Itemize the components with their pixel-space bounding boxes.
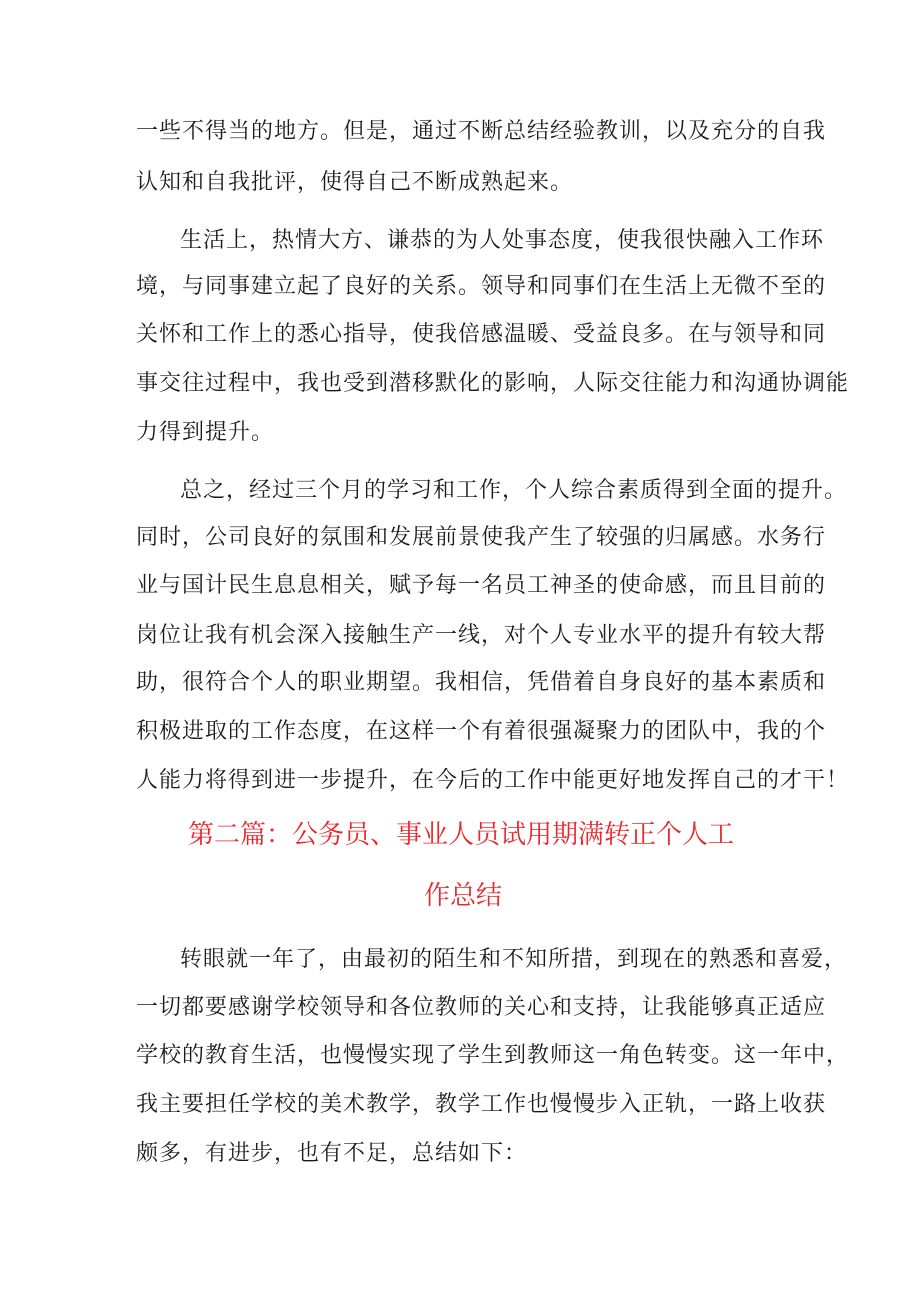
text-line: 岗位让我有机会深入接触生产一线，对个人专业水平的提升有较大帮 (136, 623, 827, 648)
section-title-line: 第二篇：公务员、事业人员试用期满转正个人工 (188, 820, 735, 850)
section-title-line: 作总结 (424, 881, 503, 911)
text-line: 转眼就一年了，由最初的陌生和不知所措，到现在的熟悉和喜爱， (180, 947, 848, 972)
text-line: 总之，经过三个月的学习和工作，个人综合素质得到全面的提升。 (180, 478, 848, 503)
text-line: 生活上，热情大方、谦恭的为人处事态度，使我很快融入工作环 (180, 228, 825, 253)
text-line: 境，与同事建立起了良好的关系。领导和同事们在生活上无微不至的 (136, 274, 827, 299)
text-line: 积极进取的工作态度，在这样一个有着很强凝聚力的团队中，我的个 (136, 719, 827, 744)
text-line: 认知和自我批评，使得自己不断成熟起来。 (136, 170, 574, 195)
text-line: 一些不得当的地方。但是，通过不断总结经验教训，以及充分的自我 (136, 119, 827, 144)
text-line: 事交往过程中，我也受到潜移默化的影响，人际交往能力和沟通协调能 (136, 371, 850, 396)
text-line: 学校的教育生活，也慢慢实现了学生到教师这一角色转变。这一年中， (136, 1043, 850, 1068)
text-line: 颇多，有进步，也有不足，总结如下： (136, 1141, 528, 1166)
text-line: 力得到提升。 (136, 420, 275, 445)
text-line: 我主要担任学校的美术教学，教学工作也慢慢步入正轨，一路上收获 (136, 1092, 827, 1117)
text-line: 同时，公司良好的氛围和发展前景使我产生了较强的归属感。水务行 (136, 525, 827, 550)
text-line: 关怀和工作上的悉心指导，使我倍感温暖、受益良多。在与领导和同 (136, 322, 827, 347)
text-line: 助，很符合个人的职业期望。我相信，凭借着自身良好的基本素质和 (136, 670, 827, 695)
text-line: 业与国计民生息息相关，赋予每一名员工神圣的使命感，而且目前的 (136, 573, 827, 598)
text-line: 人能力将得到进一步提升，在今后的工作中能更好地发挥自己的才干！ (136, 768, 850, 793)
text-line: 一切都要感谢学校领导和各位教师的关心和支持，让我能够真正适应 (136, 995, 827, 1020)
